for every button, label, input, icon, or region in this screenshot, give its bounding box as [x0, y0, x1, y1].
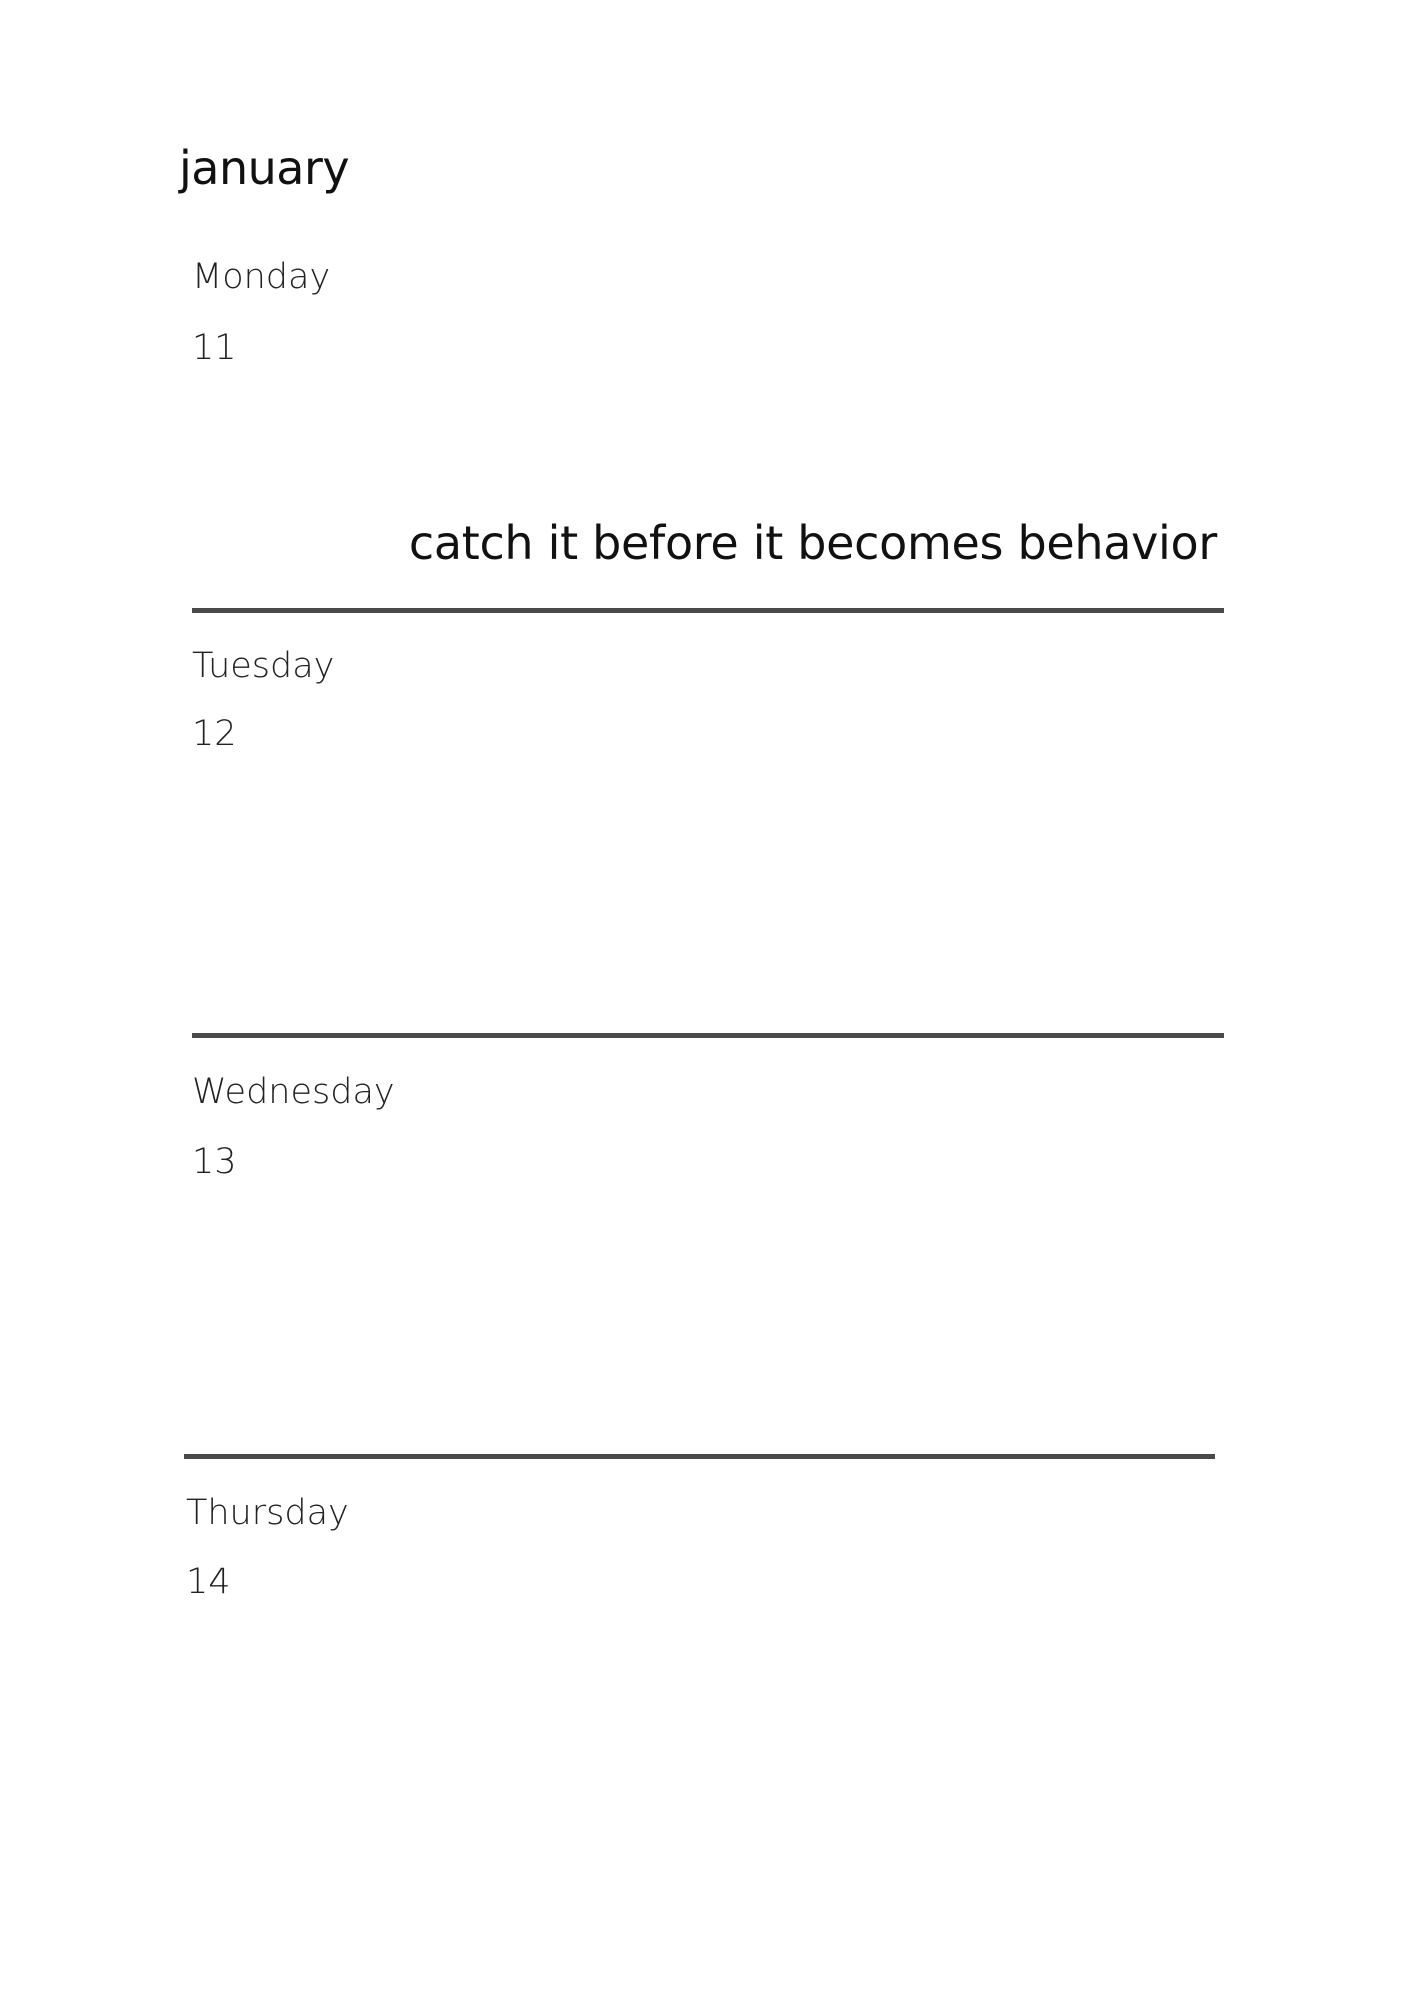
day-label-tuesday: Tuesday: [192, 646, 335, 686]
day-label-thursday: Thursday: [186, 1493, 349, 1533]
divider-wednesday-thursday: [184, 1454, 1215, 1459]
motivational-quote: catch it before it becomes behavior: [408, 516, 1217, 570]
day-label-monday: Monday: [192, 257, 331, 297]
divider-tuesday-wednesday: [192, 1033, 1224, 1038]
day-number-thursday: 14: [186, 1562, 231, 1602]
month-title: january: [179, 141, 350, 195]
day-number-tuesday: 12: [192, 714, 237, 754]
day-label-wednesday: Wednesday: [192, 1072, 395, 1112]
divider-monday-tuesday: [192, 608, 1224, 613]
day-number-wednesday: 13: [192, 1142, 237, 1182]
day-number-monday: 11: [192, 328, 237, 368]
